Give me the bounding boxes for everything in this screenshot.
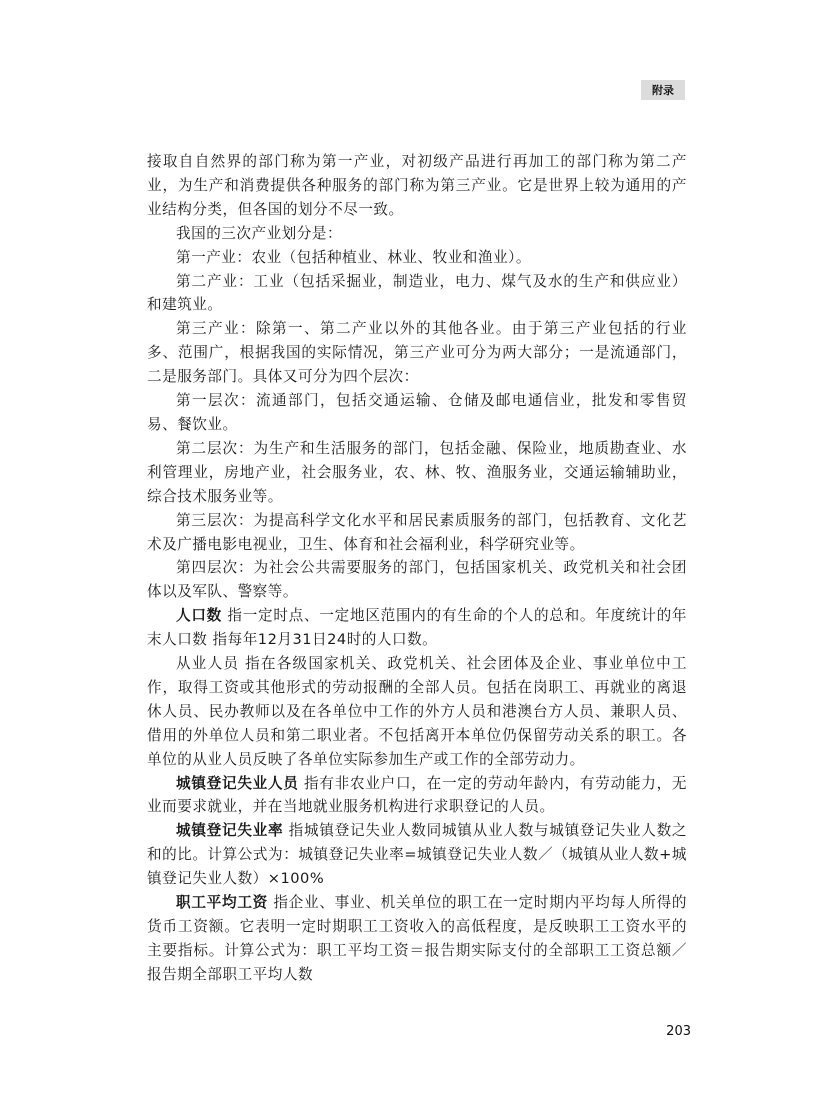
definition-employed	[147, 652, 687, 772]
paragraph-text: 第二产业：工业（包括采掘业，制造业，电力、煤气及水的生产和供应业）和建筑业。	[147, 272, 687, 314]
definition-average-wage	[147, 891, 687, 987]
term-label: 职工平均工资	[176, 894, 268, 912]
paragraph-text: 第三产业：除第一、第二产业以外的其他各业。由于第三产业包括的行业多、范围广，根据我国的实际情况，第三产业可分为两大部分；一是流通部门，二是服务部门。具体又可分为四个层次：	[147, 320, 687, 386]
paragraph	[147, 150, 687, 222]
paragraph-text: 第四层次：为社会公共需要服务的部门，包括国家机关、政党机关和社会团体以及军队、警察等。	[147, 559, 687, 601]
term-label: 城镇登记失业率	[176, 822, 284, 840]
definition-unemployed	[147, 772, 687, 820]
paragraph-text: 我国的三次产业划分是：	[176, 224, 343, 242]
paragraph	[147, 246, 687, 270]
paragraph	[147, 556, 687, 604]
definition-text: 指城镇登记失业人数同城镇从业人数与城镇登记失业人数之和的比。计算公式为：城镇登记失业率=城镇登记失业人数／（城镇从业人数+城镇登记失业人数）×100%	[147, 822, 687, 888]
paragraph	[147, 509, 687, 557]
paragraph-text: 第一产业：农业（包括种植业、林业、牧业和渔业）。	[176, 248, 531, 266]
paragraph	[147, 222, 687, 246]
paragraph	[147, 317, 687, 389]
paragraph	[147, 389, 687, 437]
term-label: 人口数	[176, 607, 222, 625]
paragraph-text: 第一层次：流通部门，包括交通运输、仓储及邮电通信业，批发和零售贸易、餐饮业。	[147, 392, 687, 433]
body-text	[147, 150, 687, 987]
definition-population	[147, 604, 687, 652]
term-label: 城镇登记失业人员	[176, 774, 299, 792]
paragraph	[147, 270, 687, 318]
paragraph-text: 接取自自然界的部门称为第一产业，对初级产品进行再加工的部门称为第二产业，为生产和消费提供各种服务的部门称为第三产业。它是世界上较为通用的产业结构分类，但各国的划分不尽一致。	[147, 153, 687, 218]
definition-unemployment-rate	[147, 819, 687, 891]
definition-text: 指企业、事业、机关单位的职工在一定时期内平均每人所得的货币工资额。它表明一定时期职工工资收入的高低程度，是反映职工工资水平的主要指标。计算公式为：职工平均工资＝报告期实际支付的全部职工工资总额／报告期全部职工平均人数	[147, 894, 687, 983]
definition-text: 指有非农业户口，在一定的劳动年龄内，有劳动能力，无业而要求就业，并在当地就业服务机构进行求职登记的人员。	[147, 774, 687, 816]
definition-text: 指一定时点、一定地区范围内的有生命的个人的总和。年度统计的年末人口数 指每年12月31日24时的人口数。	[147, 607, 687, 649]
paragraph-text: 第三层次：为提高科学文化水平和居民素质服务的部门，包括教育、文化艺术及广播电影电视业，卫生、体育和社会福利业，科学研究业等。	[147, 511, 687, 553]
page-number: 203	[666, 1024, 691, 1039]
paragraph	[147, 437, 687, 509]
paragraph-text: 第二层次：为生产和生活服务的部门，包括金融、保险业，地质勘查业、水利管理业，房地产业，社会服务业，农、林、牧、渔服务业，交通运输辅助业，综合技术服务业等。	[147, 439, 687, 505]
section-tag: 附录	[641, 80, 685, 100]
definition-text: 从业人员 指在各级国家机关、政党机关、社会团体及企业、事业单位中工作，取得工资或其他形式的劳动报酬的全部人员。包括在岗职工、再就业的离退休人员、民办教师以及在各单位中工作的外方人员和港澳台方人员、兼职人员、借用的外单位人员和第二职业者。不包括离开本单位仍保留劳动关系的职工。各单位的从业人员反映了各单位实际参加生产或工作的全部劳动力。	[147, 655, 687, 768]
